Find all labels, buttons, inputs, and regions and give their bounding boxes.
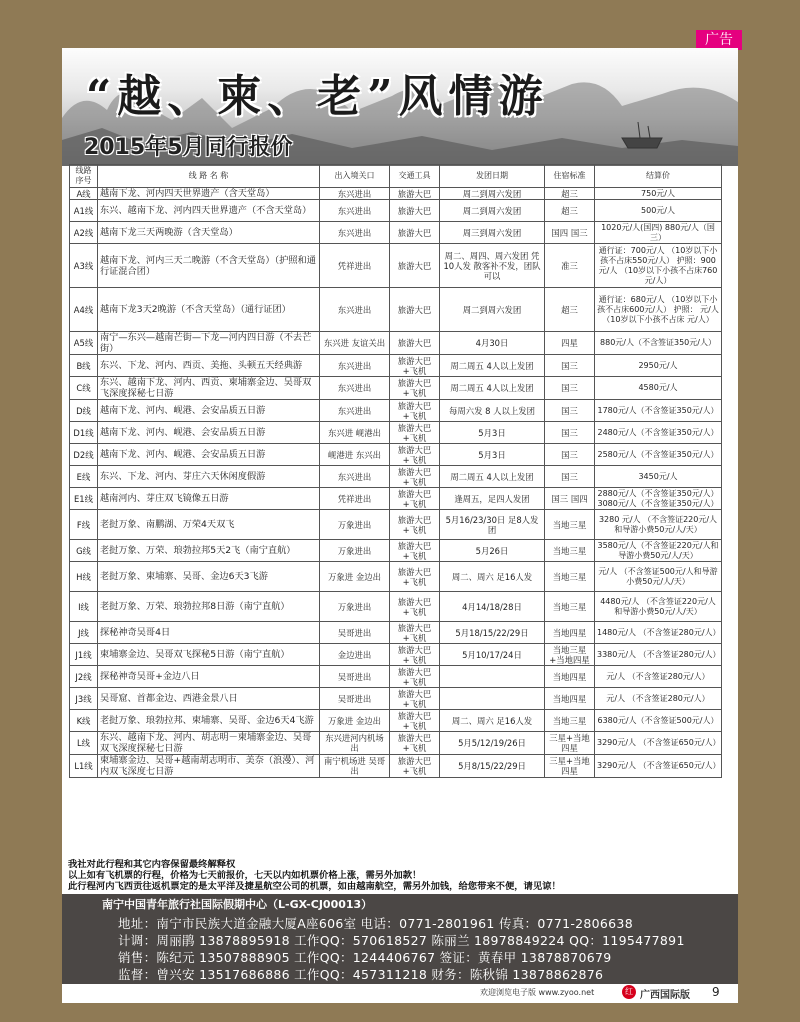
route-name: 东兴、越南下龙、河内、西贡、柬埔寨金边、吴哥双飞深度探秘七日游 — [98, 377, 320, 400]
table-row — [70, 510, 722, 540]
route-id: K线 — [70, 710, 98, 732]
route-name: 越南下龙、河内、岘港、会安品质五日游 — [98, 444, 320, 466]
route-price: 750元/人 — [595, 188, 722, 200]
route-hotel: 国三 — [545, 400, 595, 422]
page-number: 9 — [712, 985, 720, 999]
route-id: A线 — [70, 188, 98, 200]
table-row — [70, 562, 722, 592]
route-port: 东兴进出 — [320, 188, 390, 200]
route-dates: 周二到周六发团 — [440, 200, 545, 222]
contact-supervisor: 监督：曾兴安 13517686886 工作QQ：457311218 财务：陈秋锦 13878862876 — [118, 967, 604, 982]
route-dates: 5月10/17/24日 — [440, 644, 545, 666]
route-name: 东兴、越南下龙、河内四天世界遗产（不含天堂岛） — [98, 200, 320, 222]
route-transport: 旅游大巴 +飞机 — [390, 422, 440, 444]
route-price: 3290元/人 （不含签证650元/人） — [595, 732, 722, 755]
route-transport: 旅游大巴 — [390, 188, 440, 200]
route-price: 880元/人（不含签证350元/人） — [595, 332, 722, 355]
route-name: 柬埔寨金边、吴哥+越南胡志明市、美奈（浪漫）、河内双飞深度七日游 — [98, 755, 320, 778]
header-transport: 交通工具 — [390, 165, 440, 188]
route-name: 吴哥窟、首都金边、西港金景八日 — [98, 688, 320, 710]
route-id: E线 — [70, 466, 98, 488]
table-row — [70, 622, 722, 644]
table-header-row — [70, 165, 722, 188]
route-hotel: 当地四星 — [545, 666, 595, 688]
route-dates: 5月3日 — [440, 422, 545, 444]
route-name: 东兴、下龙、河内、西贡、美拖、头顿五天经典游 — [98, 355, 320, 377]
route-port: 吴哥进出 — [320, 666, 390, 688]
table-row — [70, 244, 722, 288]
route-hotel: 当地三星+当地四星 — [545, 644, 595, 666]
route-port: 东兴进出 — [320, 200, 390, 222]
route-port: 东兴进出 — [320, 222, 390, 244]
route-name: 柬埔寨金边、吴哥双飞探秘5日游（南宁直航） — [98, 644, 320, 666]
route-name: 老挝万象、南鹏湖、万荣4天双飞 — [98, 510, 320, 540]
route-transport: 旅游大巴 +飞机 — [390, 510, 440, 540]
route-id: L1线 — [70, 755, 98, 778]
advertisement-sheet — [62, 48, 738, 1003]
route-port: 吴哥进出 — [320, 622, 390, 644]
table-row — [70, 666, 722, 688]
route-dates: 每周六发 8 人以上发团 — [440, 400, 545, 422]
ad-tag: 广告 — [696, 30, 742, 50]
route-price: 通行证：700元/人 （10岁以下小孩不占床550元/人） 护照：900元/人 （10岁以下小孩不占床760元/人） — [595, 244, 722, 288]
route-price: 3380元/人 （不含签证280元/人） — [595, 644, 722, 666]
route-id: H线 — [70, 562, 98, 592]
route-hotel: 国三 — [545, 466, 595, 488]
route-id: E1线 — [70, 488, 98, 510]
route-hotel: 国三 国四 — [545, 488, 595, 510]
route-id: C线 — [70, 377, 98, 400]
route-id: G线 — [70, 540, 98, 562]
table-row — [70, 400, 722, 422]
note-line: 此行程河内飞西贡往返机票定的是太平洋及捷星航空公司的机票，如由越南航空，需另外加钱，给您带来不便，请见谅！ — [68, 881, 561, 892]
page-footer — [62, 984, 738, 1003]
route-name: 老挝万象、万荣、琅勃拉邦8日游（南宁直航） — [98, 592, 320, 622]
route-transport: 旅游大巴 — [390, 244, 440, 288]
route-transport: 旅游大巴 +飞机 — [390, 355, 440, 377]
table-row — [70, 332, 722, 355]
route-port: 凭祥进出 — [320, 488, 390, 510]
route-port: 东兴进 岘港出 — [320, 422, 390, 444]
route-name: 越南下龙、河内三天二晚游（不含天堂岛）（护照和通行证混合团） — [98, 244, 320, 288]
note-line: 我社对此行程和其它内容保留最终解释权 — [68, 859, 236, 870]
route-dates: 周二、周六 足16人发 — [440, 562, 545, 592]
route-transport: 旅游大巴 +飞机 — [390, 377, 440, 400]
route-id: D1线 — [70, 422, 98, 444]
route-dates: 5月16/23/30日 足8人发团 — [440, 510, 545, 540]
route-dates: 5月8/15/22/29日 — [440, 755, 545, 778]
route-price: 通行证：680元/人 （10岁以下小孩不占床600元/人） 护照： 元/人 （10岁以下小孩不占床 元/人） — [595, 288, 722, 332]
route-transport: 旅游大巴 +飞机 — [390, 592, 440, 622]
route-dates: 周二周五 4人以上发团 — [440, 355, 545, 377]
contact-planner: 计调：周丽鹃 13878895918 工作QQ：570618527 陈丽兰 18978849224 QQ：1195477891 — [118, 933, 685, 948]
route-transport: 旅游大巴 — [390, 332, 440, 355]
halong-bay-banner — [62, 48, 738, 166]
route-id: J1线 — [70, 644, 98, 666]
route-port: 东兴进出 — [320, 466, 390, 488]
header-route-name: 线 路 名 称 — [98, 165, 320, 188]
route-id: J2线 — [70, 666, 98, 688]
table-row — [70, 688, 722, 710]
route-dates: 周三到周六发团 — [440, 222, 545, 244]
route-name: 探秘神奇吴哥+金边八日 — [98, 666, 320, 688]
header-route-id: 线路序号 — [70, 165, 98, 188]
route-price: 2480元/人（不含签证350元/人） — [595, 422, 722, 444]
route-name: 老挝万象、琅勃拉邦、柬埔寨、吴哥、金边6天4飞游 — [98, 710, 320, 732]
route-id: I线 — [70, 592, 98, 622]
route-dates: 4月30日 — [440, 332, 545, 355]
route-dates — [440, 666, 545, 688]
route-name: 越南下龙3天2晚游（不含天堂岛）（通行证团） — [98, 288, 320, 332]
route-hotel: 当地四星 — [545, 622, 595, 644]
table-row — [70, 355, 722, 377]
route-price: 500元/人 — [595, 200, 722, 222]
route-price: 2950元/人 — [595, 355, 722, 377]
table-row — [70, 288, 722, 332]
table-row — [70, 377, 722, 400]
website-link[interactable]: 欢迎浏览电子版 www.zyoo.net — [480, 988, 595, 997]
route-hotel: 国三 — [545, 444, 595, 466]
table-row — [70, 732, 722, 755]
route-id: L线 — [70, 732, 98, 755]
route-price: 2880元/人（不含签证350元/人） 3080元/人（不含签证350元/人） — [595, 488, 722, 510]
note-line: 以上如有飞机票的行程，价格为七天前报价，七天以内如机票价格上涨，需另外加款！ — [68, 870, 422, 881]
route-price: 2580元/人（不含签证350元/人） — [595, 444, 722, 466]
route-id: F线 — [70, 510, 98, 540]
route-name: 东兴、下龙、河内、芽庄六天休闲度假游 — [98, 466, 320, 488]
route-port: 东兴进出 — [320, 288, 390, 332]
route-dates: 5月5/12/19/26日 — [440, 732, 545, 755]
route-hotel: 当地三星 — [545, 562, 595, 592]
route-hotel: 超三 — [545, 200, 595, 222]
route-transport: 旅游大巴 +飞机 — [390, 732, 440, 755]
route-hotel: 国三 — [545, 377, 595, 400]
route-dates — [440, 688, 545, 710]
route-name: 越南下龙、河内、岘港、会安品质五日游 — [98, 422, 320, 444]
route-transport: 旅游大巴 +飞机 — [390, 466, 440, 488]
route-price: 1480元/人 （不含签证280元/人） — [595, 622, 722, 644]
route-transport: 旅游大巴 +飞机 — [390, 644, 440, 666]
header-port: 出入境关口 — [320, 165, 390, 188]
route-transport: 旅游大巴 — [390, 222, 440, 244]
route-name: 老挝万象、柬埔寨、吴哥、金边6天3飞游 — [98, 562, 320, 592]
route-transport: 旅游大巴 +飞机 — [390, 710, 440, 732]
route-port: 万象进出 — [320, 592, 390, 622]
route-hotel: 当地三星 — [545, 510, 595, 540]
table-row — [70, 222, 722, 244]
route-port: 岘港进 东兴出 — [320, 444, 390, 466]
route-dates: 周二到周六发团 — [440, 188, 545, 200]
route-port: 凭祥进出 — [320, 244, 390, 288]
route-port: 东兴进出 — [320, 377, 390, 400]
route-price: 元/人 （不含签证280元/人） — [595, 666, 722, 688]
route-dates: 逢周五，足四人发团 — [440, 488, 545, 510]
route-name: 探秘神奇吴哥4日 — [98, 622, 320, 644]
route-hotel: 超三 — [545, 288, 595, 332]
route-price: 3580元/人（不含签证220元/人和导游小费50元/人/天） — [595, 540, 722, 562]
route-id: D2线 — [70, 444, 98, 466]
route-price: 元/人 （不含签证500元/人和导游小费50元/人/天） — [595, 562, 722, 592]
route-transport: 旅游大巴 +飞机 — [390, 666, 440, 688]
route-transport: 旅游大巴 +飞机 — [390, 400, 440, 422]
header-dates: 发团日期 — [440, 165, 545, 188]
magazine-logo-icon: 红 — [622, 985, 636, 999]
route-hotel: 国四 国三 — [545, 222, 595, 244]
route-price: 1780元/人（不含签证350元/人） — [595, 400, 722, 422]
route-port: 东兴进出 — [320, 355, 390, 377]
route-id: A5线 — [70, 332, 98, 355]
route-transport: 旅游大巴 +飞机 — [390, 562, 440, 592]
table-row — [70, 644, 722, 666]
route-id: A3线 — [70, 244, 98, 288]
table-row — [70, 710, 722, 732]
header-price: 结算价 — [595, 165, 722, 188]
route-id: J线 — [70, 622, 98, 644]
route-port: 金边进出 — [320, 644, 390, 666]
route-transport: 旅游大巴 +飞机 — [390, 622, 440, 644]
route-dates: 周二周五 4人以上发团 — [440, 466, 545, 488]
route-hotel: 当地四星 — [545, 688, 595, 710]
route-port: 东兴进河内机场出 — [320, 732, 390, 755]
route-name: 越南下龙、河内、岘港、会安品质五日游 — [98, 400, 320, 422]
route-hotel: 三星+当地四星 — [545, 755, 595, 778]
table-row — [70, 200, 722, 222]
route-name: 南宁—东兴—越南芒街—下龙—河内四日游（不去芒街） — [98, 332, 320, 355]
route-price: 3290元/人 （不含签证650元/人） — [595, 755, 722, 778]
table-row — [70, 422, 722, 444]
route-transport: 旅游大巴 +飞机 — [390, 540, 440, 562]
route-transport: 旅游大巴 — [390, 200, 440, 222]
route-id: A2线 — [70, 222, 98, 244]
route-name: 老挝万象、万荣、琅勃拉邦5天2飞（南宁直航） — [98, 540, 320, 562]
route-port: 万象进出 — [320, 540, 390, 562]
route-hotel: 三星+当地四星 — [545, 732, 595, 755]
route-price: 元/人 （不含签证280元/人） — [595, 688, 722, 710]
table-row — [70, 488, 722, 510]
route-dates: 周二周五 4人以上发团 — [440, 377, 545, 400]
route-dates: 周二、周六 足16人发 — [440, 710, 545, 732]
contact-sales: 销售：陈纪元 13507888905 工作QQ：1244406767 签证：黄春甲 13878870679 — [118, 950, 612, 965]
route-dates: 5月3日 — [440, 444, 545, 466]
route-hotel: 国三 — [545, 355, 595, 377]
route-port: 万象进出 — [320, 510, 390, 540]
route-port: 万象进 金边出 — [320, 710, 390, 732]
route-dates: 5月26日 — [440, 540, 545, 562]
route-port: 万象进 金边出 — [320, 562, 390, 592]
route-name: 东兴、越南下龙、河内、胡志明－柬埔寨金边、吴哥双飞深度探秘七日游 — [98, 732, 320, 755]
route-name: 越南下龙、河内四天世界遗产（含天堂岛） — [98, 188, 320, 200]
route-id: A4线 — [70, 288, 98, 332]
route-hotel: 超三 — [545, 188, 595, 200]
route-price: 1020元/人(国四) 880元/人（国三） — [595, 222, 722, 244]
table-row — [70, 755, 722, 778]
route-dates: 周二到周六发团 — [440, 288, 545, 332]
route-port: 东兴进 友谊关出 — [320, 332, 390, 355]
header-hotel: 住宿标准 — [545, 165, 595, 188]
route-price-table — [69, 164, 722, 778]
route-price: 6380元/人（不含签证500元/人） — [595, 710, 722, 732]
route-id: J3线 — [70, 688, 98, 710]
route-price: 3280 元/人 （不含签证220元/人和导游小费50元/人/天） — [595, 510, 722, 540]
route-transport: 旅游大巴 +飞机 — [390, 755, 440, 778]
route-port: 南宁机场进 吴哥出 — [320, 755, 390, 778]
route-dates: 4月14/18/28日 — [440, 592, 545, 622]
route-price: 4580元/人 — [595, 377, 722, 400]
route-transport: 旅游大巴 — [390, 288, 440, 332]
table-row — [70, 592, 722, 622]
route-hotel: 当地三星 — [545, 540, 595, 562]
route-id: D线 — [70, 400, 98, 422]
route-port: 吴哥进出 — [320, 688, 390, 710]
company-contact-block — [62, 894, 738, 984]
route-name: 越南河内、芽庄双飞镜像五日游 — [98, 488, 320, 510]
route-price: 4480元/人 （不含签证220元/人和导游小费50元/人/天） — [595, 592, 722, 622]
terms-notes — [68, 859, 734, 892]
banner-title: “越、柬、老”风情游 — [86, 71, 549, 122]
route-id: A1线 — [70, 200, 98, 222]
route-hotel: 当地三星 — [545, 710, 595, 732]
price-subtitle: 2015年5月同行报价 — [84, 135, 293, 160]
table-row — [70, 188, 722, 200]
table-row — [70, 466, 722, 488]
route-hotel: 国三 — [545, 422, 595, 444]
route-transport: 旅游大巴 +飞机 — [390, 488, 440, 510]
table-row — [70, 444, 722, 466]
route-hotel: 当地三星 — [545, 592, 595, 622]
route-price: 3450元/人 — [595, 466, 722, 488]
route-dates: 周二、周四、周六发团 凭10人发 散客补不发，团队可以 — [440, 244, 545, 288]
route-port: 东兴进出 — [320, 400, 390, 422]
company-name: 南宁中国青年旅行社国际假期中心（L-GX-CJ00013） — [102, 898, 373, 911]
route-dates: 5月18/15/22/29日 — [440, 622, 545, 644]
route-name: 越南下龙三天两晚游（含天堂岛） — [98, 222, 320, 244]
route-hotel: 准三 — [545, 244, 595, 288]
company-address: 地址：南宁市民族大道金融大厦A座606室 电话：0771-2801961 传真：0771-2806638 — [118, 916, 633, 931]
route-transport: 旅游大巴 +飞机 — [390, 444, 440, 466]
magazine-brand: 广西国际版 — [640, 990, 690, 1001]
table-row — [70, 540, 722, 562]
route-hotel: 四星 — [545, 332, 595, 355]
route-id: B线 — [70, 355, 98, 377]
route-transport: 旅游大巴 +飞机 — [390, 688, 440, 710]
